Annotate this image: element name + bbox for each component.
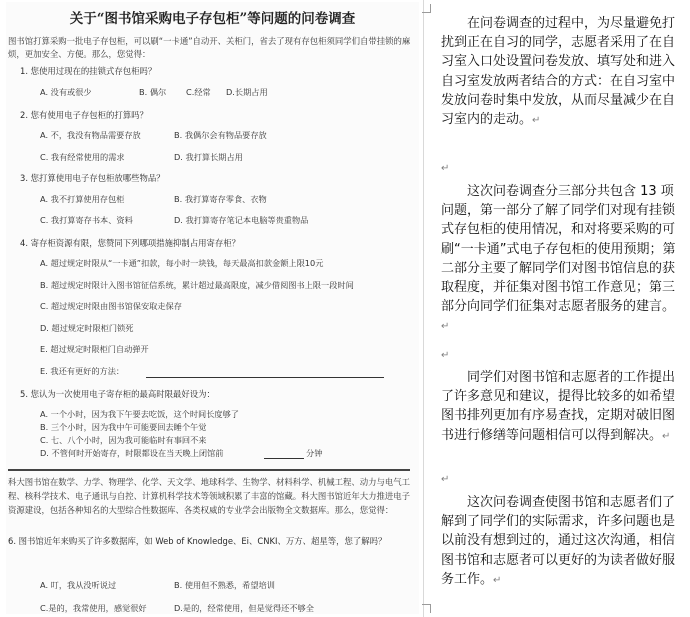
- q6-option-b: B. 使用但不熟悉，希望培训: [174, 580, 275, 590]
- margin-corner-mark: [422, 604, 431, 613]
- article-paragraph-2: 这次问卷调查分三部分共包含 13 项问题，第一部分了解了同学们对现有挂锁式存包柜的使用情况，和对将要采购的可刷“一卡通”式电子存包柜的使用预期；第二部分主要了解同学们对图书馆信息的获取程度，并征集对图书馆工作意见；第三部分向同学们征集对志愿者服务的建言。↵: [441, 184, 676, 333]
- q5-option-c: C. 七、八个小时，因为我可能临时有事回不来: [40, 435, 207, 445]
- survey-title: 关于“图书馆采购电子存包柜”等问题的问卷调查: [69, 11, 356, 27]
- survey-scan-image: [6, 2, 419, 614]
- q2-option-c: C. 我有经常使用的需求: [40, 152, 125, 162]
- q3-option-c: C. 我打算寄存书本、资料: [40, 215, 133, 225]
- q5-option-d: D. 不管何时开始寄存，时限都设在当天晚上闭馆前: [40, 448, 224, 458]
- q2-option-d: D. 我打算长期占用: [174, 152, 243, 162]
- survey-intro: 图书馆打算采购一批电子存包柜，可以刷“一卡通”自动开、关柜门，省去了现有存包柜须同学们自带挂锁的麻烦，更加安全、方便。那么，您觉得：: [8, 36, 411, 59]
- library-description: 科大图书馆在数学、力学、物理学、化学、天文学、地球科学、生物学、材料科学、机械工程、动力与电气工程、核科学技术、电子通讯与自控、计算机科学技术等领域积累了丰富的馆藏。科大图书馆近年大力推进电子资源建设，包括各种知名的大型综合性数据库、各类权威的专业学会出版物全文数据库。那么，您觉得：: [8, 477, 410, 515]
- q3-option-d: D. 我打算寄存笔记本电脑等贵重物品: [174, 215, 309, 225]
- paragraph-mark-icon: ↵: [441, 321, 450, 333]
- q4-option-a: A. 超过规定时限从“一卡通”扣款，每小时一块钱，每天最高扣款金额上限10元: [40, 258, 324, 268]
- article-paragraph-4: 这次问卷调查使图书馆和志愿者们了解到了同学们的实际需求，许多问题也是以前没有想到过的，通过这次沟通，相信图书馆和志愿者可以更好的为读者做好服务工作。↵: [441, 495, 676, 587]
- q4-option-other: E. 我还有更好的方法：: [40, 366, 125, 376]
- q5-minutes-unit: 分钟: [306, 448, 323, 458]
- question-5: 5. 您认为一次使用电子寄存柜的最高时限最好设为：: [20, 389, 215, 399]
- q4-option-e: E. 超过规定时限柜门自动弹开: [40, 344, 149, 354]
- paragraph-mark-icon: ↵: [493, 574, 502, 586]
- q6-option-c: C.是的，我常使用，感觉很好: [40, 603, 147, 613]
- q4-option-b: B. 超过规定时限计入图书馆征信系统，累计超过最高限度，减少借阅图书上限一段时间: [40, 280, 354, 290]
- q1-option-d: D.长期占用: [226, 87, 268, 97]
- question-2: 2. 您有使用电子存包柜的打算吗？: [20, 110, 148, 120]
- q5-option-b: B. 三个小时，因为我中午可能要回去睡个午觉: [40, 422, 207, 432]
- q3-option-a: A. 我不打算使用存包柜: [40, 194, 125, 204]
- paragraph-mark-icon: ↵: [662, 430, 671, 442]
- paragraph-mark-icon: ↵: [441, 350, 450, 361]
- q5-option-a: A. 一个小时，因为我下午要去吃饭，这个时间长度够了: [40, 409, 239, 419]
- margin-corner-mark: [422, 4, 431, 13]
- column-divider: [423, 0, 424, 617]
- question-6: 6. 图书馆近年来购买了许多数据库，如 Web of Knowledge、Ei、CNKI、万方、超星等，您了解吗？: [8, 536, 387, 546]
- q3-option-b: B. 我打算寄存零食、衣物: [174, 194, 267, 204]
- question-4: 4. 寄存柜资源有限，您赞同下列哪项措施抑制占用寄存柜？: [20, 238, 241, 248]
- q1-option-a: A. 没有或很少: [40, 87, 92, 97]
- q2-option-b: B. 我偶尔会有物品要存放: [174, 130, 267, 140]
- q6-option-d: D.是的，经常使用，但是觉得还不够全: [174, 603, 314, 613]
- q5-minutes-blank: [264, 458, 304, 459]
- question-1: 1. 您使用过现在的挂锁式存包柜吗？: [20, 66, 157, 76]
- q4-option-c: C. 超过规定时限由图书馆保安取走保存: [40, 301, 182, 311]
- q1-option-c: C.经常: [186, 87, 211, 97]
- q6-option-a: A. 叮，我从没听说过: [40, 580, 117, 590]
- q1-option-b: B. 偶尔: [139, 87, 167, 97]
- q2-option-a: A. 不，我没有物品需要存放: [40, 130, 141, 140]
- q4-answer-blank: [146, 377, 384, 378]
- paragraph-mark-icon: ↵: [441, 163, 450, 174]
- q4-option-d: D. 超过规定时限柜门锁死: [40, 323, 134, 333]
- article-paragraph-1: 在问卷调查的过程中，为尽量避免打扰到正在自习的同学，志愿者采用了在自习室入口处设置问卷发放、填写处和进入自习室发放两者结合的方式：在自习室中发放问卷时集中发放，从而尽量减少在自习室内的走动。↵: [441, 16, 676, 128]
- paragraph-mark-icon: ↵: [441, 474, 450, 485]
- article-paragraph-3: 同学们对图书馆和志愿者的工作提出了许多意见和建议，提得比较多的如希望图书排列更加有序易查找，定期对破旧图书进行修缮等问题相信可以得到解决。↵: [441, 370, 676, 443]
- question-3: 3. 您打算使用电子存包柜放哪些物品？: [20, 173, 165, 183]
- paragraph-mark-icon: ↵: [532, 115, 541, 127]
- section-divider: [8, 469, 410, 471]
